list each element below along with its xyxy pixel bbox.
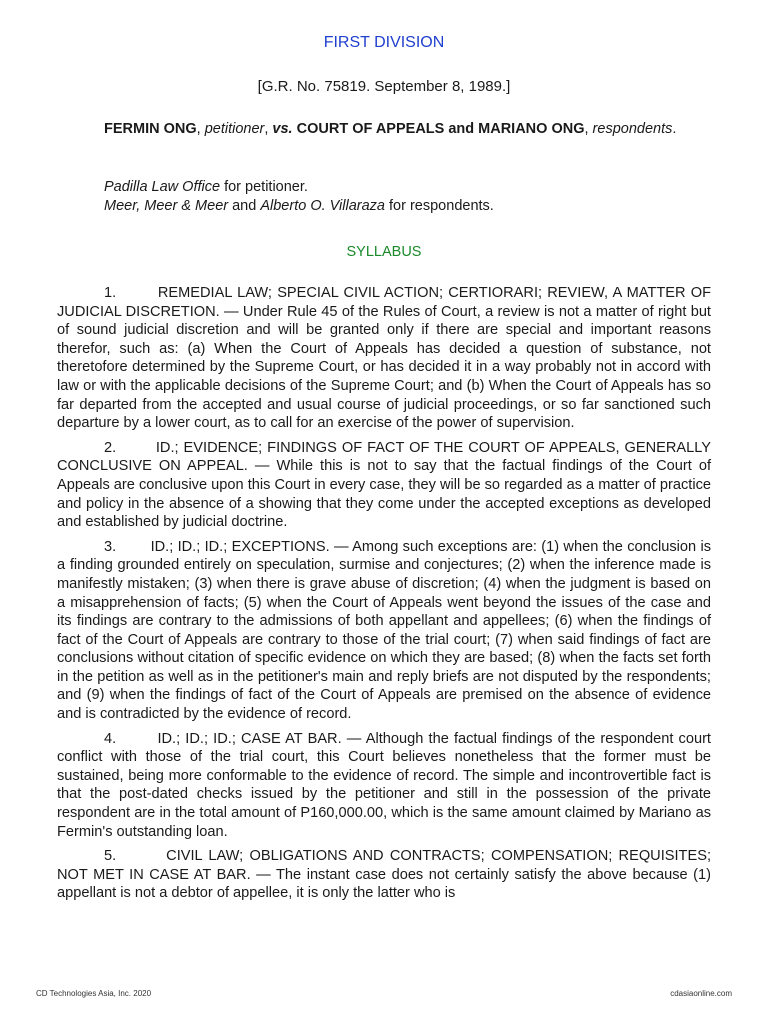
syllabus-body bbox=[57, 284, 711, 909]
syllabus-paragraph-2: 2. ID.; EVIDENCE; FINDINGS OF FACT OF THE COURT OF APPEALS, GENERALLY CONCLUSIVE ON APPEAL. — While this is not to say that the factual findings of the Court of Appeals are conclusive upon this Court in every case, they will be so regarded as a matter of practice and policy in the absence of a showing that they come under the accepted exceptions as developed and established by judicial doctrine. bbox=[57, 439, 711, 531]
syllabus-paragraph-3: 3. ID.; ID.; ID.; EXCEPTIONS. — Among such exceptions are: (1) when the conclusion is a finding grounded entirely on speculation, surmise and conjectures; (2) when the inference made is manifestly mistaken; (3) when there is grave abuse of discretion; (4) when the judgment is based on a misapprehension of facts; (5) when the Court of Appeals went beyond the issues of the case and its findings are contrary to the admissions of both appellant and appellees; (6) when the findings of fact of the Court of Appeals are contrary to those of the trial court; (7) when said findings of fact are conclusions without citation of specific evidence on which they are based; (8) when the facts set forth in the petition as well as in the petitioner's main and reply briefs are not disputed by the respondents; and (9) when the findings of fact of the Court of Appeals are premised on the absence of evidence and is contradicted by the evidence of record. bbox=[57, 538, 711, 723]
petitioner-counsel-suffix: for petitioner. bbox=[220, 179, 308, 195]
respondent-counsel bbox=[104, 197, 704, 216]
respondent-counsel-and: and bbox=[228, 198, 261, 214]
syllabus-paragraph-4: 4. ID.; ID.; ID.; CASE AT BAR. — Although the factual findings of the respondent court conflict with those of the trial court, this Court believes nonetheless that the former must be sustained, being more conformable to the evidence of record. The simple and incontrovertible fact is that the post-dated checks issued by the petitioner and still in the possession of the private respondent are in the total amount of P160,000.00, which is the same amount claimed by Mariano as Fermin's outstanding loan. bbox=[57, 730, 711, 840]
parties-block: FERMIN ONG, petitioner, vs. COURT OF APPEALS and MARIANO ONG, respondents. bbox=[104, 121, 677, 137]
case-number: [G.R. No. 75819. September 8, 1989.] bbox=[257, 78, 511, 95]
syllabus-heading: SYLLABUS bbox=[346, 244, 422, 260]
respondent-counsel-firm-1: Meer, Meer & Meer bbox=[104, 198, 229, 214]
respondents-names: COURT OF APPEALS and MARIANO ONG bbox=[296, 121, 585, 137]
petitioner-role: petitioner bbox=[204, 121, 265, 137]
syllabus-paragraph-5: 5. CIVIL LAW; OBLIGATIONS AND CONTRACTS; COMPENSATION; REQUISITES; NOT MET IN CASE AT BAR. — The instant case does not certainly satisfy the above because (1) appellant is not a debtor of appellee, it is only the latter who is bbox=[57, 848, 711, 902]
petitioner-counsel bbox=[104, 178, 704, 197]
petitioner-counsel-firm: Padilla Law Office bbox=[104, 179, 221, 195]
versus: vs. bbox=[272, 121, 293, 137]
counsel-block bbox=[104, 178, 704, 216]
syllabus-paragraph-1: 1. REMEDIAL LAW; SPECIAL CIVIL ACTION; CERTIORARI; REVIEW, A MATTER OF JUDICIAL DISCRETION. — Under Rule 45 of the Rules of Court, a review is not a matter of right but of sound judicial discretion and will be granted only if there are special and important reasons therefor, such as: (a) When the Court of Appeals has decided a question of substance, not theretofore determined by the Supreme Court, or has decided it in a way probably not in accord with law or with the applicable decisions of the Supreme Court; and (b) When the Court of Appeals has so far departed from the accepted and usual course of judicial proceedings, or so far sanctioned such departure by a lower court, as to call for an exercise of the power of supervision. bbox=[57, 285, 711, 432]
footer-site: cdasiaonline.com bbox=[670, 989, 732, 998]
respondent-counsel-firm-2: Alberto O. Villaraza bbox=[260, 198, 385, 214]
petitioner-name: FERMIN ONG bbox=[104, 121, 197, 137]
respondents-role: respondents bbox=[592, 121, 673, 137]
division-heading: FIRST DIVISION bbox=[323, 34, 445, 51]
footer-copyright: CD Technologies Asia, Inc. 2020 bbox=[36, 989, 152, 998]
respondent-counsel-suffix: for respondents. bbox=[385, 198, 494, 214]
